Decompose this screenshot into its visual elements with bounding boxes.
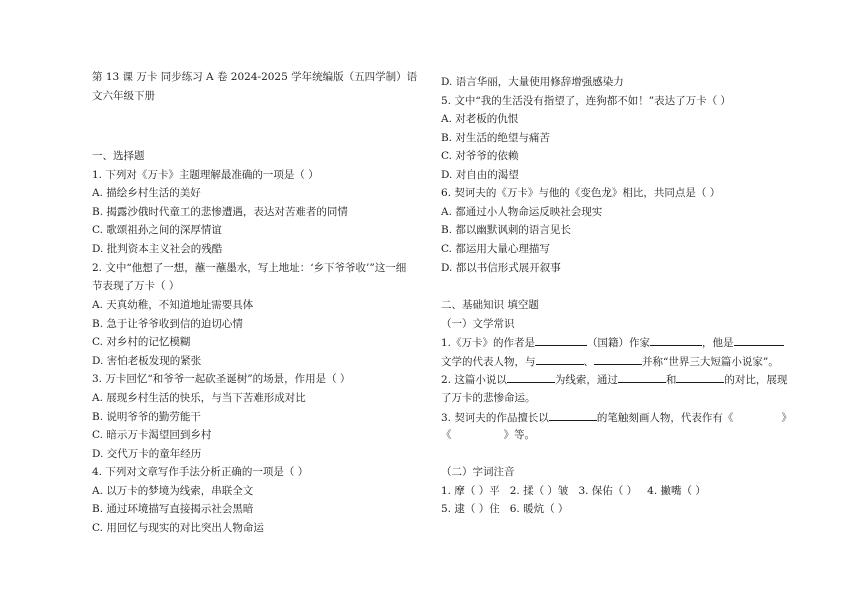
subsection-heading-literature: （一）文学常识 — [441, 318, 515, 330]
q6-option-d: D. 都以书信形式展开叙事 — [441, 262, 561, 274]
answer-blank[interactable] — [676, 371, 724, 383]
pinyin-row-2: 5. 逮（ ）住 6. 暖炕（ ） — [441, 503, 569, 515]
answer-blank[interactable] — [507, 371, 555, 383]
answer-blank[interactable] — [734, 334, 784, 346]
q4-option-d: D. 语言华丽，大量使用修辞增强感染力 — [441, 76, 624, 88]
q6-option-b: B. 都以幽默讽刺的语言见长 — [441, 224, 571, 236]
answer-blank[interactable] — [549, 409, 597, 421]
question-6-stem: 6. 契诃夫的《万卡》与他的《变色龙》相比，共同点是（ ） — [441, 187, 721, 199]
q4-option-a: A. 以万卡的梦境为线索，串联全文 — [92, 485, 254, 497]
pinyin-row-1: 1. 摩（ ）平 2. 揉（ ）皱 3. 保佑（ ） 4. 撇嘴（ ） — [441, 485, 706, 497]
q4-option-c: C. 用回忆与现实的对比突出人物命运 — [92, 522, 264, 534]
q1-option-b: B. 揭露沙俄时代童工的悲惨遭遇，表达对苦难者的同情 — [92, 206, 348, 218]
q3-option-b: B. 说明爷爷的勤劳能干 — [92, 411, 201, 423]
document-title-line1: 第 13 课 万卡 同步练习 A 卷 2024-2025 学年统编版（五四学制）语 — [92, 71, 418, 83]
fill-question-2-line1: 2. 这篇小说以 为线索，通过 和 的对比，展现 — [441, 371, 787, 388]
question-2-stem-line2: 节表现了万卡（ ） — [92, 280, 180, 292]
answer-blank[interactable] — [650, 334, 702, 346]
q2-option-d: D. 害怕老板发现的紧张 — [92, 355, 202, 367]
document-title-line2: 文六年级下册 — [92, 90, 155, 102]
q3-option-a: A. 展现乡村生活的快乐，与当下苦难形成对比 — [92, 392, 306, 404]
question-5-stem: 5. 文中“我的生活没有指望了，连狗都不如！”表达了万卡（ ） — [441, 95, 731, 107]
question-3-stem: 3. 万卡回忆“和爷爷一起砍圣诞树”的场景，作用是（ ） — [92, 373, 351, 385]
question-4-stem: 4. 下列对文章写作手法分析正确的一项是（ ） — [92, 466, 309, 478]
q5-option-a: A. 对老板的仇恨 — [441, 113, 519, 125]
q1-option-c: C. 歌颂祖孙之间的深厚情谊 — [92, 224, 222, 236]
question-1-stem: 1. 下列对《万卡》主题理解最准确的一项是（ ） — [92, 169, 319, 181]
q1-option-a: A. 描绘乡村生活的美好 — [92, 187, 201, 199]
q5-option-c: C. 对爷爷的依赖 — [441, 150, 519, 162]
fill-question-1-line1: 1.《万卡》的作者是 （国籍）作家 ，他是 — [441, 334, 784, 351]
q2-option-c: C. 对乡村的记忆模糊 — [92, 336, 191, 348]
fill-question-3-line2: 《 》等。 — [441, 429, 535, 441]
q1-option-d: D. 批判资本主义社会的残酷 — [92, 243, 223, 255]
fill-question-3-line1: 3. 契诃夫的作品擅长以 的笔触刻画人物，代表作有《 》 — [441, 409, 792, 426]
q3-option-c: C. 暗示万卡渴望回到乡村 — [92, 429, 212, 441]
question-2-stem-line1: 2. 文中“他想了一想，蘸一蘸墨水，写上地址：‘乡下爷爷收’”这一细 — [92, 262, 407, 274]
answer-blank[interactable] — [618, 371, 666, 383]
q6-option-c: C. 都运用大量心理描写 — [441, 243, 550, 255]
q5-option-d: D. 对自由的渴望 — [441, 169, 519, 181]
q3-option-d: D. 交代万卡的童年经历 — [92, 448, 202, 460]
subsection-heading-pinyin: （二）字词注音 — [441, 466, 515, 478]
q2-option-b: B. 急于让爷爷收到信的迫切心情 — [92, 318, 243, 330]
fill-question-1-line2: 文学的代表人物，与 、 并称“世界三大短篇小说家”。 — [441, 353, 779, 370]
fill-question-2-line2: 了万卡的悲惨命运。 — [441, 392, 536, 404]
q6-option-a: A. 都通过小人物命运反映社会现实 — [441, 206, 603, 218]
answer-blank[interactable] — [535, 334, 587, 346]
q5-option-b: B. 对生活的绝望与痛苦 — [441, 132, 550, 144]
answer-blank[interactable] — [536, 353, 584, 365]
section-heading-fill: 二、基础知识 填空题 — [441, 299, 539, 311]
q4-option-b: B. 通过环境描写直接揭示社会黑暗 — [92, 503, 254, 515]
section-heading-choice: 一、选择题 — [92, 150, 145, 162]
answer-blank[interactable] — [594, 353, 642, 365]
q2-option-a: A. 天真幼稚，不知道地址需要具体 — [92, 299, 254, 311]
